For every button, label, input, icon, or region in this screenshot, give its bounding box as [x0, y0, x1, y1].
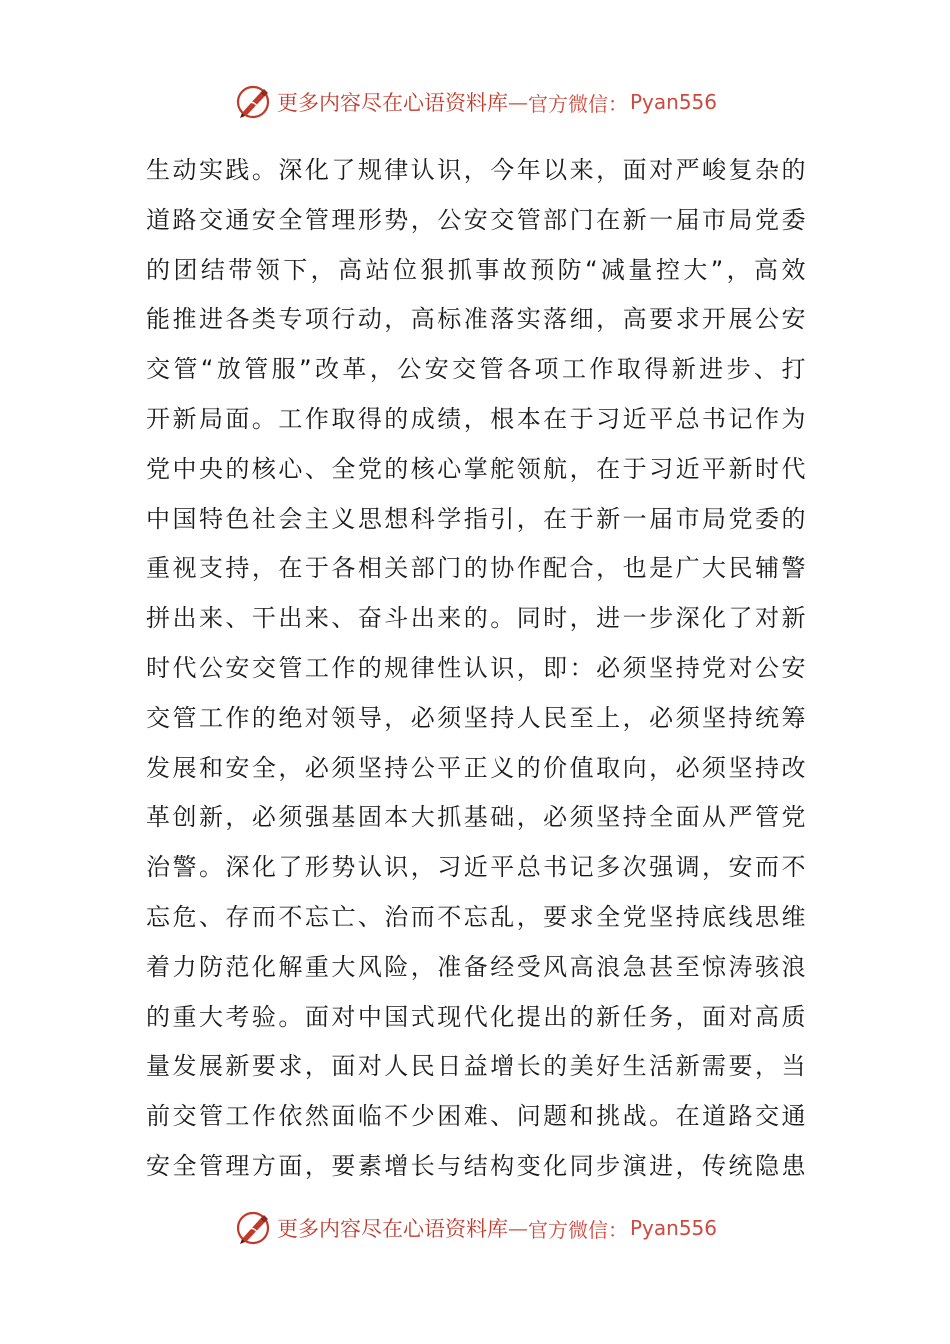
banner-wechat-id: Pyan556 [629, 1216, 717, 1240]
text-line: 安全管理方面，要素增长与结构变化同步演进，传统隐患 [146, 1151, 806, 1180]
banner-wechat-label: 官方微信： [527, 1217, 628, 1242]
banner-title: 更多内容尽在心语资料库 [276, 91, 508, 115]
banner-title: 更多内容尽在心语资料库 [276, 1217, 508, 1241]
text-line: 治警。深化了形势认识，习近平总书记多次强调，安而不 [146, 853, 806, 882]
text-line: 党中央的核心、全党的核心掌舵领航，在于习近平新时代 [146, 454, 806, 483]
banner-separator: — [507, 1216, 528, 1240]
footer-banner [0, 1208, 950, 1248]
text-line: 时代公安交管工作的规律性认识，即：必须坚持党对公安 [146, 653, 806, 682]
text-line: 生动实践。深化了规律认识，今年以来，面对严峻复杂的 [146, 156, 806, 184]
text-line: 能推进各类专项行动，高标准落实落细，高要求开展公安 [146, 305, 806, 334]
text-line: 交管“放管服”改革，公安交管各项工作取得新进步、打 [146, 355, 806, 384]
text-line: 发展和安全，必须坚持公平正义的价值取向，必须坚持改 [146, 753, 806, 782]
text-line: 道路交通安全管理形势，公安交管部门在新一届市局党委 [146, 205, 806, 234]
text-line: 前交管工作依然面临不少困难、问题和挑战。在道路交通 [146, 1102, 806, 1131]
pen-logo-icon [233, 1208, 273, 1248]
text-line: 重视支持，在于各相关部门的协作配合，也是广大民辅警 [146, 554, 806, 583]
text-line: 革创新，必须强基固本大抓基础，必须坚持全面从严管党 [146, 803, 806, 832]
text-line: 拼出来、干出来、奋斗出来的。同时，进一步深化了对新 [146, 604, 806, 633]
document-body [146, 146, 806, 1192]
text-line: 着力防范化解重大风险，准备经受风高浪急甚至惊涛骇浪 [146, 952, 806, 981]
text-line: 忘危、存而不忘亡、治而不忘乱，要求全党坚持底线思维 [146, 902, 806, 931]
banner-wechat-id: Pyan556 [629, 90, 717, 114]
text-line: 的重大考验。面对中国式现代化提出的新任务，面对高质 [146, 1002, 806, 1031]
header-banner [0, 82, 950, 122]
text-line: 中国特色社会主义思想科学指引，在于新一届市局党委的 [146, 504, 806, 533]
text-line: 量发展新要求，面对人民日益增长的美好生活新需要，当 [146, 1052, 806, 1081]
pen-logo-icon [233, 82, 273, 122]
text-line: 的团结带领下，高站位狠抓事故预防“减量控大”，高效 [146, 255, 806, 284]
banner-wechat-label: 官方微信： [527, 91, 628, 116]
banner-separator: — [507, 90, 528, 114]
text-line: 开新局面。工作取得的成绩，根本在于习近平总书记作为 [146, 404, 806, 433]
text-line: 交管工作的绝对领导，必须坚持人民至上，必须坚持统筹 [146, 703, 806, 732]
